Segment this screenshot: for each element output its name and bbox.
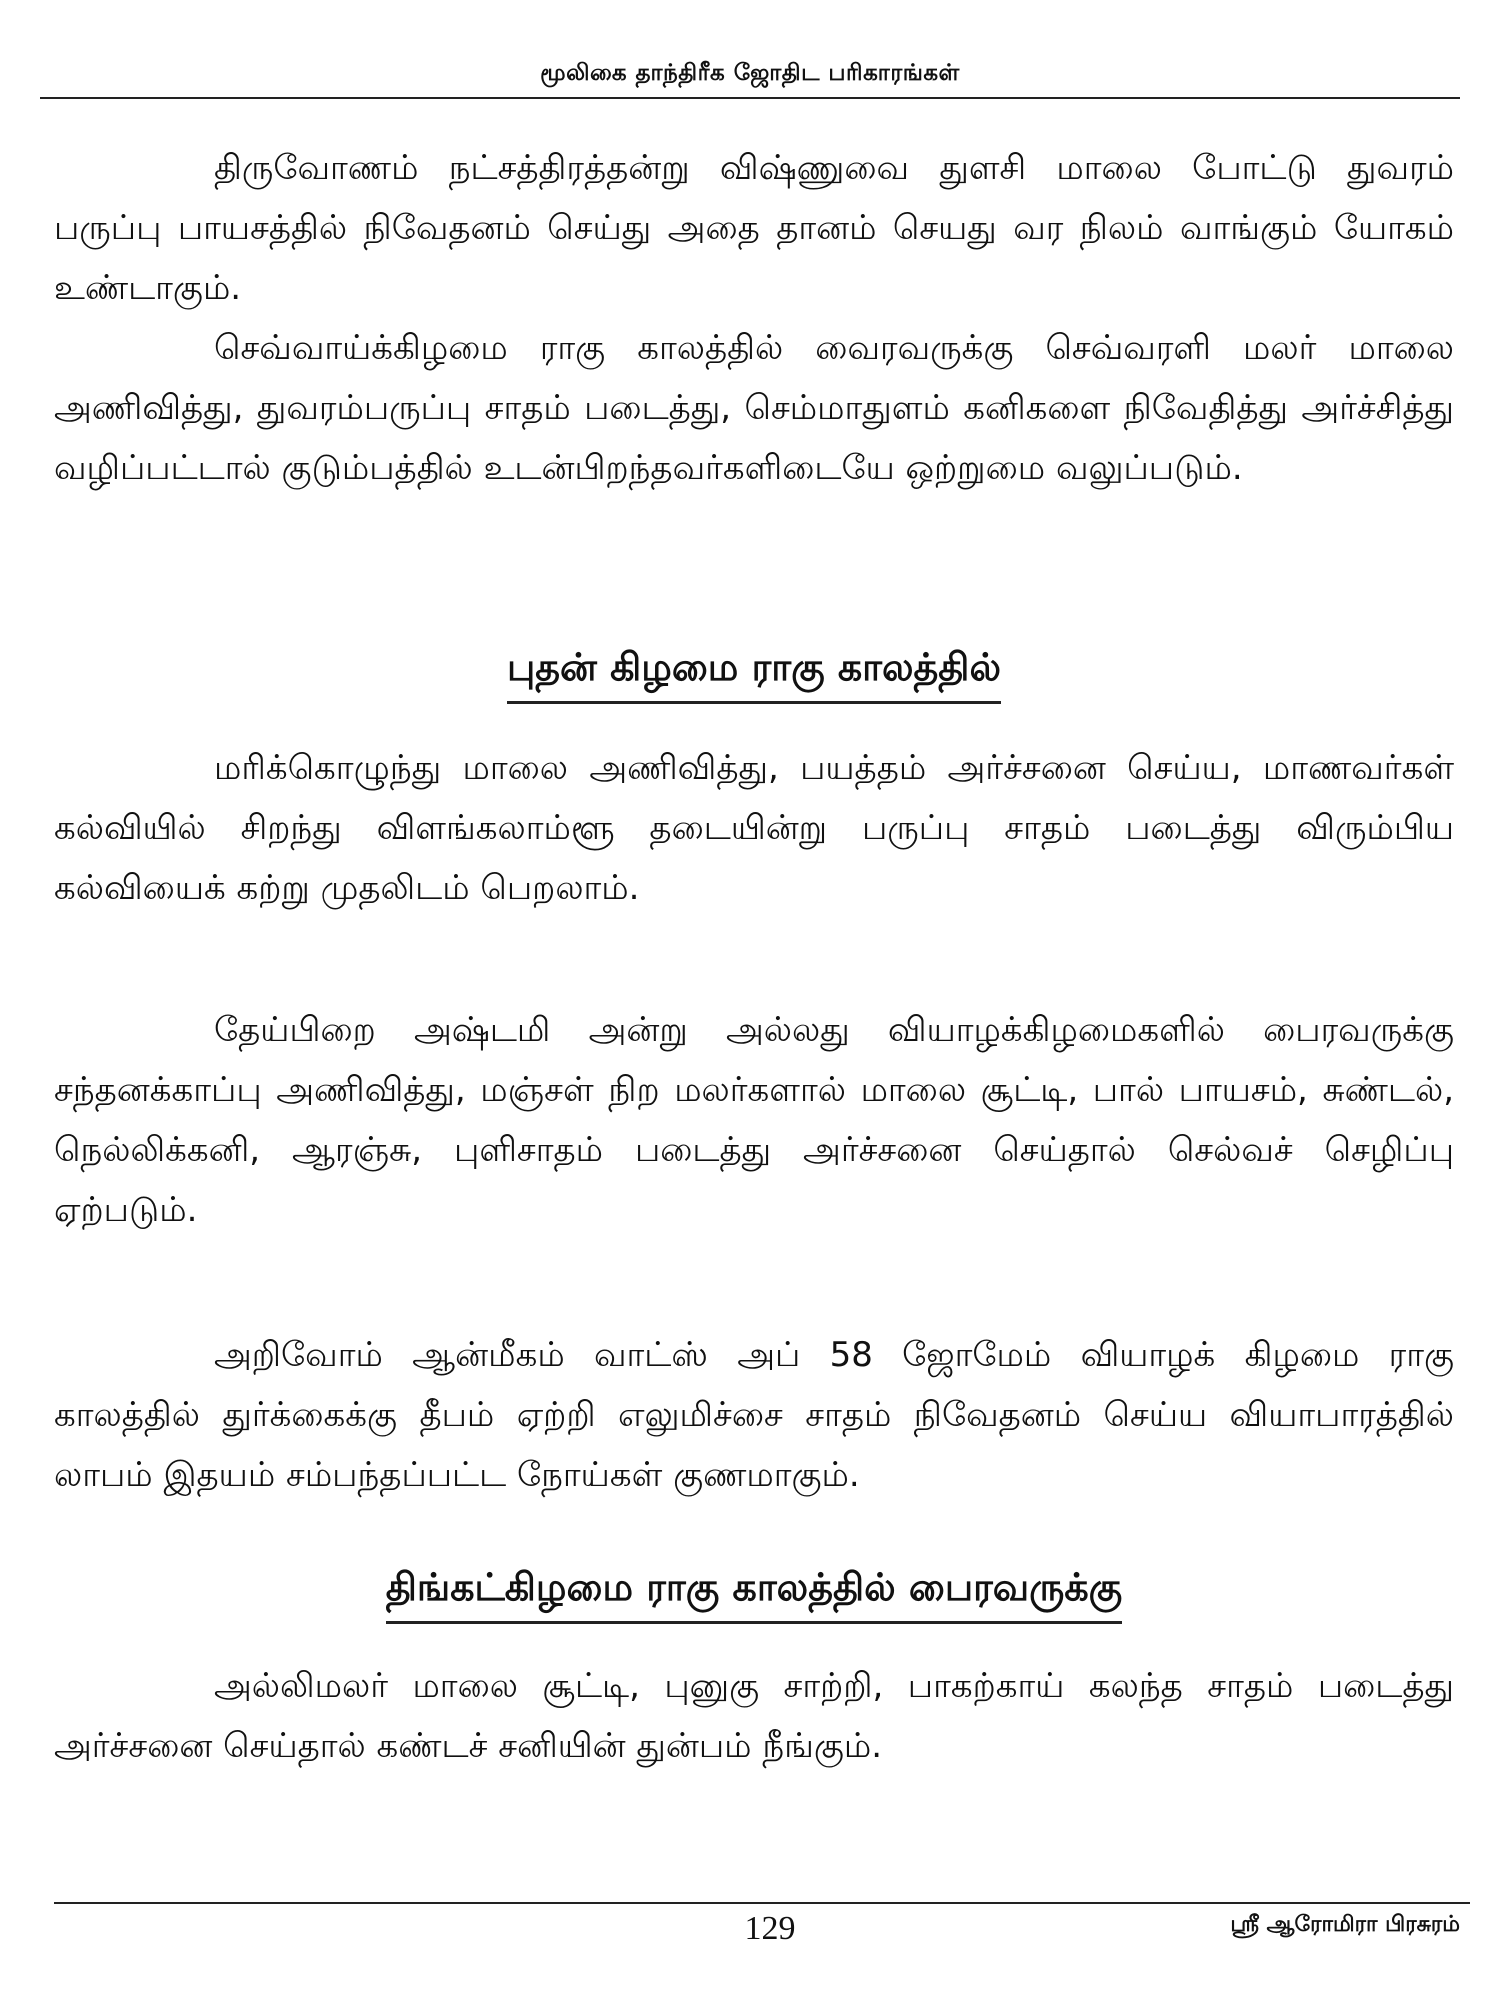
paragraph-6: அல்லிமலர் மாலை சூட்டி, புனுகு சாற்றி, பாகற்காய் கலந்த சாதம் படைத்து அர்ச்சனை செய்தால் கண்டச் சனியின் துன்பம் நீங்கும். [54,1666,1454,1766]
section-heading-2-text: திங்கட்கிழமை ராகு காலத்தில் பைரவருக்கு [386,1565,1122,1624]
page-number: 129 [744,1910,796,1947]
paragraph-2: செவ்வாய்க்கிழமை ராகு காலத்தில் வைரவருக்கு செவ்வரளி மலர் மாலை அணிவித்து, துவரம்பருப்பு சாதம் படைத்து, செம்மாதுளம் கனிகளை நிவேதித்து அர்ச்சித்து வழிப்பட்டால் குடும்பத்தில் உடன்பிறந்தவர்களிடையே ஒற்றுமை வலுப்படும். [54,328,1454,488]
section-heading-2 [54,1565,1454,1624]
running-header: மூலிகை தாந்திரீக ஜோதிட பரிகாரங்கள் [540,60,960,86]
paragraph-4: தேய்பிறை அஷ்டமி அன்று அல்லது வியாழக்கிழமைகளில் பைரவருக்கு சந்தனக்காப்பு அணிவித்து, மஞ்சள் நிற மலர்களால் மாலை சூட்டி, பால் பாயசம், சுண்டல், நெல்லிக்கனி, ஆரஞ்சு, புளிசாதம் படைத்து அர்ச்சனை செய்தால் செல்வச் செழிப்பு ஏற்படும். [54,1010,1454,1230]
section-heading-1 [54,645,1454,704]
paragraph-1: திருவோணம் நட்சத்திரத்தன்று விஷ்ணுவை துளசி மாலை போட்டு துவரம் பருப்பு பாயசத்தில் நிவேதனம் செய்து அதை தானம் செயது வர நிலம் வாங்கும் யோகம் உண்டாகும். [54,148,1454,308]
paragraph-5: அறிவோம் ஆன்மீகம் வாட்ஸ் அப் 58 ஜோமேம் வியாழக் கிழமை ராகு காலத்தில் துர்க்கைக்கு தீபம் ஏற்றி எலுமிச்சை சாதம் நிவேதனம் செய்ய வியாபாரத்தில் லாபம் இதயம் சம்பந்தப்பட்ட நோய்கள் குணமாகும். [54,1335,1454,1495]
header-rule [40,97,1460,99]
section-heading-1-text: புதன் கிழமை ராகு காலத்தில் [507,645,1001,704]
footer-rule [54,1902,1470,1904]
publisher-name: ஸ்ரீ ஆரோமிரா பிரசுரம் [1230,1912,1460,1937]
paragraph-3: மரிக்கொழுந்து மாலை அணிவித்து, பயத்தம் அர்ச்சனை செய்ய, மாணவர்கள் கல்வியில் சிறந்து விளங்கலாம்ளூ தடையின்று பருப்பு சாதம் படைத்து விரும்பிய கல்வியைக் கற்று முதலிடம் பெறலாம். [54,748,1454,908]
